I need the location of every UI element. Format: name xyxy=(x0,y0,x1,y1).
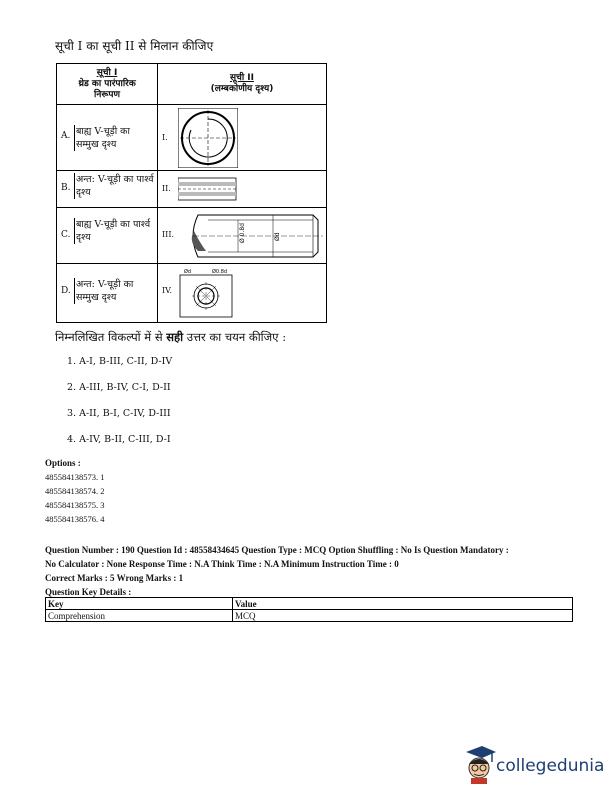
option-id: 485584138574. 2 xyxy=(45,486,105,496)
row-description: बाह्य V-चूड़ी का पार्श्व दृश्य xyxy=(76,219,151,243)
list-2-header: सूची II (लम्बकोणीय दृश्य) xyxy=(158,64,327,105)
option-id: 485584138575. 3 xyxy=(45,500,105,510)
table-row: D. अन्त: V-चूड़ी का सम्मुख दृश्य IV. Ød Ø0.8d xyxy=(57,264,327,323)
answer-choice-3: 3. A-II, B-I, C-IV, D-III xyxy=(67,408,171,419)
answer-choice-2: 2. A-III, B-IV, C-I, D-II xyxy=(67,382,171,393)
answer-choice-4: 4. A-IV, B-II, C-III, D-I xyxy=(67,434,171,445)
row-description: अन्त: V-चूड़ी का सम्मुख दृश्य xyxy=(76,279,134,303)
svg-text:Ød: Ød xyxy=(184,269,192,275)
table-row: Key Value xyxy=(46,598,573,610)
question-intro: सूची I का सूची II से मिलान कीजिए xyxy=(55,39,214,53)
table-row: Comprehension MCQ xyxy=(46,610,573,622)
internal-thread-end-view-figure xyxy=(178,267,238,319)
table-row: C. बाह्य V-चूड़ी का पार्श्व दृश्य III. Ø 0.8d Ød xyxy=(57,208,327,264)
external-thread-end-view-figure xyxy=(178,108,238,168)
internal-thread-side-view-figure xyxy=(178,174,238,204)
options-label: Options : xyxy=(45,458,81,468)
row-description: बाह्य V-चूड़ी का सम्मुख दृश्य xyxy=(76,126,130,150)
question-metadata: Question Number : 190 Question Id : 48558434645 Question Type : MCQ Option Shuffling : No Is Question Mandatory : No Calculator : None Response Time : N.A Think Time : N.A Minimum Instruction Time : 0 Correct Marks : 5 Wrong Marks : 1 Question Key Details : xyxy=(45,545,509,597)
svg-text:Ø0.8d: Ø0.8d xyxy=(212,269,228,275)
answer-choice-1: 1. A-I, B-III, C-II, D-IV xyxy=(67,356,173,367)
collegedunia-logo-icon xyxy=(462,744,496,784)
list-1-header: सूची I थ्रेड का पारंपारिक निरूपण xyxy=(57,64,158,105)
external-thread-side-view-figure xyxy=(178,211,328,261)
option-id: 485584138573. 1 xyxy=(45,472,105,482)
brand-name: collegedunia xyxy=(496,756,605,776)
match-table xyxy=(56,63,327,323)
svg-text:Ød: Ød xyxy=(274,232,281,241)
row-description: अन्त: V-चूड़ी का पार्श्व दृश्य xyxy=(76,174,154,198)
table-row: B. अन्त: V-चूड़ी का पार्श्व दृश्य II. xyxy=(57,171,327,208)
question-prompt: निम्नलिखित विकल्पों में से सही उत्तर का चयन कीजिए : xyxy=(55,330,287,344)
question-key-table xyxy=(45,597,573,622)
option-id: 485584138576. 4 xyxy=(45,514,105,524)
svg-text:Ø 0.8d: Ø 0.8d xyxy=(239,223,246,243)
table-row: A. बाह्य V-चूड़ी का सम्मुख दृश्य I. xyxy=(57,105,327,171)
